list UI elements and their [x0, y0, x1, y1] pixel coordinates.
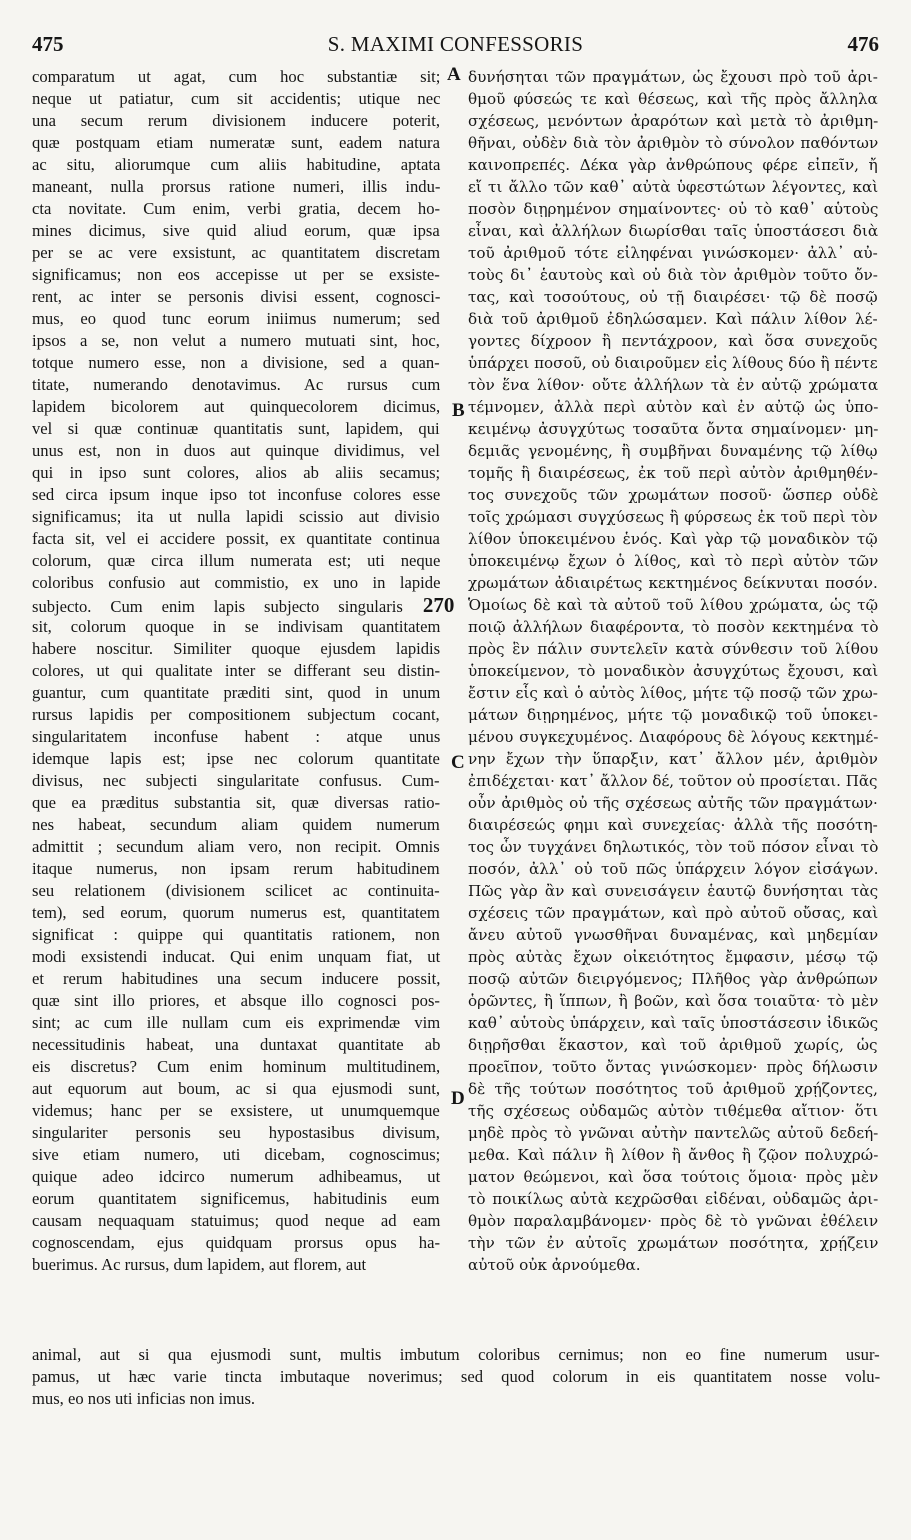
- text-line: vel si quæ continuæ quantitatis sunt, lapidem, qui: [32, 419, 440, 438]
- text-line: significat : quippe qui quantitatis rationem, non: [32, 925, 440, 944]
- text-line: τομῆς ἢ διαιρέσεως, ἐκ τοῦ περὶ αὐτὸν ἀριθμηθέν-: [468, 464, 879, 482]
- text-line: mines dicimus, sive quid aliud eorum, quæ ipsa: [32, 221, 440, 240]
- text-line: quique adeo idcirco numerum adhibeamus, ut: [32, 1167, 441, 1186]
- text-line: buerimus. Ac rursus, dum lapidem, aut florem, aut: [32, 1255, 367, 1274]
- text-line: necessitudinis habeat, una duntaxat quantitate ab: [32, 1035, 441, 1054]
- text-line: θμὸν παραλαμβάνομεν· πρὸς δὲ τὸ γνῶναι ἐθέλειν: [468, 1212, 879, 1230]
- text-line: lapidem bicolorem aut quinquecolorem dicimus,: [32, 397, 441, 416]
- text-line: ἄνευ αὐτοῦ γνωσθῆναι δυναμένας, καὶ μηδεμίαν: [468, 926, 879, 944]
- text-line: cognoscendam, ejus quidquam prorsus opus ha-: [32, 1233, 440, 1252]
- text-line: ὁρῶντες, ἢ ἵππων, ἢ βοῶν, καὶ ὅσα τοιαῦτα· τὸ μὲν: [468, 992, 879, 1010]
- text-line: σχέσεις τῶν πραγμάτων, καὶ πρὸ αὐτοῦ οὔσας, καὶ: [468, 904, 879, 922]
- text-line: tem), sed eorum, quorum numerus est, quantitatem: [32, 903, 440, 922]
- greek-column: [468, 66, 878, 1276]
- text-line: θμοῦ φύσεώς τε καὶ θέσεως, καὶ τῆς πρὸς ἄλληλα: [468, 90, 878, 108]
- text-line: sit, colorum quoque in se indivisam quantitatem: [32, 617, 441, 636]
- text-line: εἶναι, καὶ ἀλλήλων διωρίσθαι ταῖς ὑποστάσεσι διὰ: [468, 222, 879, 240]
- text-line: νην ἔχων τὴν ὕπαρξιν, κατ᾽ ἄλλον μέν, ἀριθμὸν: [468, 750, 878, 768]
- text-line: δυνήσηται τῶν πραγμάτων, ὡς ἔχουσι πρὸ τοῦ ἀρι-: [468, 68, 878, 86]
- text-line: τας, καὶ τοσούτους, οὐ τῇ διαιρέσει· τῷ δὲ ποσῷ: [468, 288, 878, 306]
- text-line: quæ postquam etiam numeratæ sunt, eadem natura: [32, 133, 440, 152]
- text-line: ὑπάρχει ποσοῦ, οὐ διαιροῦμεν εἰς λίθους δύο ἢ πέντε: [468, 354, 878, 372]
- text-line: κειμένῳ ἀσυγχύτως τοσαῦτα ὄντα σημαίνομεν· μη-: [468, 420, 879, 438]
- text-line: τῆς σχέσεως οὐδαμῶς αὐτὸν τιθέμεθα αἴτιον· ὅτι: [468, 1102, 879, 1120]
- margin-marker-b: B: [452, 400, 465, 421]
- text-line: sed circa ipsum inque ipso tot inconfuse colores esse: [32, 485, 441, 504]
- text-line: seu relationem (divisionem scilicet ac continuita-: [32, 881, 440, 900]
- text-line: ποσὸν διῃρημένον σημαίνοντες· οὐ τὸ καθ᾽ αὑτοὺς: [468, 200, 879, 218]
- text-line: guantur, cum quantitate præditi sint, quod in unum: [32, 683, 441, 702]
- text-line: animal, aut si qua ejusmodi sunt, multis imbutum coloribus cernimus; non eo fine numerum usur-: [32, 1345, 880, 1364]
- text-line: Πῶς γὰρ ἂν καὶ συνεισάγειν ἑαυτῷ δυνήσηται τὰς: [468, 882, 879, 900]
- text-line: sive etiam numero, uti dicebam, cognoscimus;: [32, 1145, 441, 1164]
- text-line: δεμιᾶς γενομένης, ἢ συμβῆναι δυναμένης τῷ λίθῳ: [468, 442, 878, 460]
- text-line: colores, ut qui qualitate inter se differant seu distin-: [32, 661, 441, 680]
- text-line: ac situ, aliorumque cum aliis habitudine, aptata: [32, 155, 441, 174]
- text-line: modi exsistendi inducat. Qui enim unquam fiat, ut: [32, 947, 441, 966]
- text-line: ποιῷ ἀλλήλων διαφέροντα, τὸ ποσὸν κεκτημένα τὸ: [468, 618, 879, 636]
- text-line: maneant, nulla prorsus ratione numeri, illis indu-: [32, 177, 441, 196]
- text-line: τοῦ ἀριθμοῦ τότε εἰληφέναι γινώσκομεν· ἀλλ᾽ αὐ-: [468, 244, 878, 262]
- text-line: θῆναι, οὐδὲν διὰ τὸν ἀριθμὸν τὸ σύνολον παθόντων: [468, 134, 879, 152]
- text-line: comparatum ut agat, cum hoc substantiæ sit;: [32, 67, 441, 86]
- text-line: ἐπιδέχεται· κατ᾽ ἄλλον δέ, τοῦτον οὐ προσίεται. Πᾶς: [468, 772, 878, 790]
- text-line: καθ᾽ αὑτοὺς ὑπάρχειν, καὶ ταῖς ὑποστάσεσιν ἰδικῶς: [468, 1014, 879, 1032]
- text-line: cta novitate. Cum enim, verbi gratia, decem ho-: [32, 199, 441, 218]
- text-line: Ὁμοίως δὲ καὶ τὰ αὐτοῦ τοῦ λίθου χρώματα, ὡς τῷ: [468, 596, 878, 614]
- text-line: videmus; hanc per se exsistere, ut unumquemque: [32, 1101, 440, 1120]
- text-line: δὲ τῆς τούτων ποσότητος τοῦ ἀριθμοῦ χρῄζοντες,: [468, 1080, 879, 1098]
- full-width-lines: [32, 1344, 880, 1410]
- text-line: χρωμάτων ἀδιαιρέτως κεκτημένος δείκνυται ποσόν.: [468, 574, 878, 592]
- text-line: μένου συγκεχυμένος. Διαφόρους δὲ λόγους κεκτημέ-: [468, 728, 879, 746]
- text-line: rursus lapidis per compositionem subjectum cocant,: [32, 705, 440, 724]
- text-line: λίθον ὑποκειμένου ἑνός. Καὶ γὰρ τῷ μοναδικὸν τῷ: [468, 530, 878, 548]
- text-line: facta sit, vel ei accidere possit, ex quantitate continua: [32, 529, 440, 548]
- margin-marker-a: A: [447, 64, 461, 85]
- text-line: ὑποκειμένῳ ἔχων ὁ λίθος, καὶ τὸ περὶ αὐτὸν τῶν: [468, 552, 879, 570]
- text-line: subjecto. Cum enim lapis subjecto singularis 270: [32, 593, 455, 617]
- text-line: qui in ipso sunt colores, alios ab aliis secamus;: [32, 463, 441, 482]
- text-line: significamus; non eos accepisse ut per se exsiste-: [32, 265, 440, 284]
- text-line: τὸ ποικίλως αὐτὰ κεχρῶσθαι εἰδέναι, οὐδαμῶς ἀρι-: [468, 1190, 879, 1208]
- text-line: et rerum habitudines una secum inducere possit,: [32, 969, 441, 988]
- latin-column: [32, 66, 455, 1276]
- text-line: μηδὲ πρὸς τὸ γνῶναι αὐτὴν παντελῶς αὐτοῦ δεδεή-: [468, 1124, 879, 1142]
- text-line: mus, eo quod tunc eorum iniimus numerum; sed: [32, 309, 440, 328]
- text-line: titate, numerando denotavimus. Ac rursus cum: [32, 375, 441, 394]
- text-line: per se ac vere exsistunt, ac quantitatem discretam: [32, 243, 441, 262]
- text-line: causam nequaquam statuimus; quod neque ad eam: [32, 1211, 441, 1230]
- text-line: divisus, nec subjecti singularitate confusus. Cum-: [32, 771, 440, 790]
- text-line: itaque numerus, non ipsam rerum habitudinem: [32, 859, 440, 878]
- text-line: διαιρέσεώς φημι καὶ συνεχείας· ἀλλὰ τῆς ποσότη-: [468, 816, 878, 834]
- text-line: διὰ τοῦ ἀριθμοῦ ἐδηλώσαμεν. Καὶ πάλιν λίθον λέ-: [468, 310, 878, 328]
- text-line: τέμνομεν, ἀλλὰ περὶ αὐτὸν καὶ ἐν αὐτῷ ὡς ὑπο-: [468, 398, 879, 416]
- text-line: colorum, quæ circa illum numerata est; uti neque: [32, 551, 441, 570]
- text-line: τὸν ἕνα λίθον· οὔτε ἀλλήλων τὰ ἐν αὐτῷ χρώματα: [468, 376, 879, 394]
- text-line: μάτων διῃρημένος, μήτε τῷ μοναδικῷ τοῦ ὑποκει-: [468, 706, 878, 724]
- text-line: una secum rerum divisionem inducere poterit,: [32, 111, 441, 130]
- text-line: quæ sint illo priores, et absque illo cognosci pos-: [32, 991, 440, 1010]
- text-line: ποσῷ αὐτῶν διειργόμενος; Πλῆθος γὰρ ἀνθρώπων: [468, 970, 878, 988]
- text-line: διῃρῆσθαι ἕκαστον, καὶ τοῦ ἀριθμοῦ χωρίς, ὡς: [468, 1036, 878, 1054]
- text-line: ποσόν, ἀλλ᾽ οὐ τοῦ πῶς ὑπάρχειν λόγον εἰσάγων.: [468, 860, 879, 878]
- text-line: τος συνεχοῦς τῶν χρωμάτων ποσοῦ· ὥσπερ οὐδὲ: [468, 486, 879, 504]
- text-line: idemque lapis est; ipse nec colorum quantitate: [32, 749, 440, 768]
- text-line: sint; ac cum ille nullam cum eis exprimendæ vim: [32, 1013, 441, 1032]
- text-line: rent, ac inter se personis divisi essent, cognosci-: [32, 287, 441, 306]
- text-line: καινοπρεπές. Δέκα γὰρ ἀνθρώπους φέρε εἰπεῖν, ἤ: [468, 156, 878, 174]
- text-line: admittit ; secundum aliam vero, non recipit. Omnis: [32, 837, 440, 856]
- text-line: singulariter personis seu hypostasibus divisum,: [32, 1123, 440, 1142]
- text-line: πρὸς ἓν πάλιν συντελεῖν κατὰ σύνθεσιν τοῦ λίθου: [468, 640, 879, 658]
- text-line: ὑποκείμενον, τὸ μοναδικὸν ἀσυγχύτως ἔχουσι, καὶ: [468, 662, 879, 680]
- text-line: coloribus confusio aut commistio, ex uno in lapide: [32, 573, 441, 592]
- running-title: S. MAXIMI CONFESSORIS: [327, 32, 584, 56]
- text-line: αὐτοῦ οὐκ ἀρνούμεθα.: [468, 1256, 641, 1274]
- column-number: 270: [402, 593, 455, 617]
- text-line: eis discretus? Cum enim hominum multitudinem,: [32, 1057, 441, 1076]
- text-line: neque ut patiatur, cum sit accidentis; utique nec: [32, 89, 441, 108]
- page-number-right: 476: [847, 32, 879, 56]
- text-line: habere noscitur. Similiter quoque ejusdem lapidis: [32, 639, 441, 658]
- text-line: μεθα. Καὶ πάλιν ἢ λίθον ἢ ἄνθος ἢ ζῷον πολυχρώ-: [468, 1146, 879, 1164]
- text-line: nes habeat, secundum aliam quidem numerum: [32, 815, 440, 834]
- text-line: eorum quantitatem significemus, habitudinis eum: [32, 1189, 440, 1208]
- text-line: σχέσεως, μενόντων ἀραρότων καὶ μετὰ τὸ ἀριθμη-: [468, 112, 879, 130]
- text-line: ipsos a se, non velut a numero mutuati sint, hoc,: [32, 331, 440, 350]
- text-line: εἴ τι ἄλλο τῶν καθ᾽ αὐτὰ ὑφεστώτων λέγοντες, καὶ: [468, 178, 879, 196]
- text-line: totque numero esse, non a divisione, sed a quan-: [32, 353, 440, 372]
- text-line: ἔστιν εἷς καὶ ὁ αὐτὸς λίθος, μήτε τῷ ποσῷ τῶν χρω-: [468, 684, 878, 702]
- text-line: τος ὧν τυγχάνει δηλωτικός, τὸν τοῦ πόσον εἶναι τὸ: [468, 838, 879, 856]
- text-line: singularitatem inconfuse habent : atque unus: [32, 727, 441, 746]
- text-line: mus, eo nos uti inficias non imus.: [32, 1389, 256, 1408]
- text-line: τοὺς δι᾽ ἑαυτοὺς καὶ οὐ διὰ τὸν ἀριθμὸν τοῦτο ὄν-: [468, 266, 878, 284]
- text-line: πρὸς αὐτὰς ἔχων οἰκειότητος ἔμφασιν, μέσῳ τῷ: [468, 948, 878, 966]
- text-line: ματον θεώμενοι, καὶ ὅσα τούτοις ὅμοια· πρὸς μὲν: [468, 1168, 879, 1186]
- text-line: οὖν ἀριθμὸς οὐ τῆς σχέσεως αὐτῆς τῶν πραγμάτων·: [468, 794, 878, 812]
- text-line: significamus; ita ut nulla lapidi scissio aut divisio: [32, 507, 440, 526]
- text-line: προεῖπον, τοῦτο ὄντας γινώσκομεν· πρὸς δήλωσιν: [468, 1058, 878, 1076]
- margin-marker-c: C: [451, 752, 465, 773]
- margin-marker-d: D: [451, 1088, 465, 1109]
- text-line: aut equorum aut boum, ac si qua ejusmodi sunt,: [32, 1079, 441, 1098]
- text-line: que ea præditus substantia sit, quæ diversas ratio-: [32, 793, 441, 812]
- text-line: τὴν τῶν ἐν αὐτοῖς χρωμάτων ποσότητα, χρῄζειν: [468, 1234, 879, 1252]
- text-line: unus est, non in duos aut quinque dividimus, vel: [32, 441, 440, 460]
- text-line: pamus, ut hæc varie tincta imbutaque noverimus; sed quod colorum in eis quantitatem nosse volu-: [32, 1367, 881, 1386]
- running-header: [32, 32, 879, 62]
- text-line: τοῖς χρώμασι συγχύσεως ἢ φύρσεως ἐκ τοῦ περὶ τὸν: [468, 508, 878, 526]
- page-number-left: 475: [32, 32, 64, 56]
- text-line: γοντες δίχροον ἢ πεντάχροον, καὶ ὅσα συνεχοῦς: [468, 332, 878, 350]
